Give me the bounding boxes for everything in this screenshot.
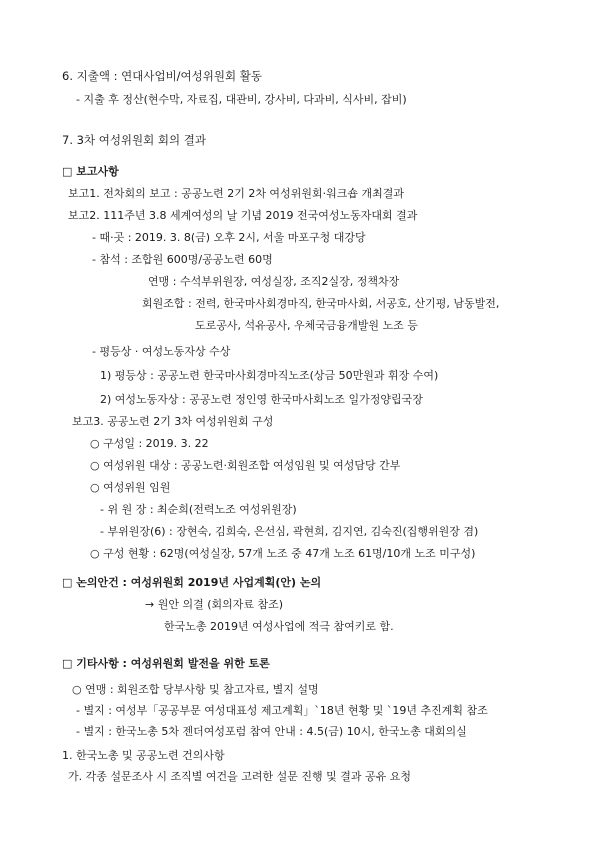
other-2: - 별지 : 여성부「공공부문 여성대표성 제고계획」`18년 현황 및 `19년 추진계획 참조 (76, 704, 488, 717)
report-2-when: - 때·곳 : 2019. 3. 8(금) 오후 2시, 서울 마포구청 대강당 (92, 231, 366, 244)
suggest-heading: 1. 한국노총 및 공공노련 건의사항 (62, 749, 225, 762)
report-3-chair: - 위 원 장 : 최순희(전력노조 여성위원장) (100, 503, 297, 516)
report-2-members-2: 도로공사, 석유공사, 우체국금융개발원 노조 등 (195, 319, 418, 332)
agenda-header: □ 논의안건 : 여성위원회 2019년 사업계획(안) 논의 (62, 576, 322, 589)
report-3-vice: - 부위원장(6) : 장현숙, 김희숙, 은선심, 곽현희, 김지연, 김숙진(집행위원장 겸) (100, 525, 479, 538)
report-3-target: ○ 여성위원 대상 : 공공노련·회원조합 여성임원 및 여성담당 간부 (90, 459, 401, 472)
report-3-date: ○ 구성일 : 2019. 3. 22 (90, 437, 209, 450)
report-2-award: - 평등상 · 여성노동자상 수상 (92, 345, 231, 358)
section-6-detail: - 지출 후 정산(현수막, 자료집, 대관비, 강사비, 다과비, 식사비, 잡비) (76, 93, 407, 106)
report-2-award-1: 1) 평등상 : 공공노련 한국마사회경마직노조(상금 50만원과 휘장 수여) (100, 369, 439, 382)
section-7-heading: 7. 3차 여성위원회 회의 결과 (62, 133, 206, 147)
section-6-heading: 6. 지출액 : 연대사업비/여성위원회 활동 (62, 69, 262, 83)
report-1: 보고1. 전차회의 보고 : 공공노련 2기 2차 여성위원회·워크숍 개최결과 (68, 187, 404, 200)
agenda-line-1: → 원안 의결 (회의자료 참조) (145, 598, 284, 611)
report-3: 보고3. 공공노련 2기 3차 여성위원회 구성 (72, 415, 274, 428)
report-3-status: ○ 구성 현황 : 62명(여성실장, 57개 노조 중 47개 노조 61명/10개 노조 미구성) (90, 547, 476, 560)
report-2: 보고2. 111주년 3.8 세계여성의 날 기념 2019 전국여성노동자대회 결과 (68, 209, 418, 222)
other-header: □ 기타사항 : 여성위원회 발전을 위한 토론 (62, 657, 270, 670)
report-2-alliance: 연맹 : 수석부위원장, 여성실장, 조직2실장, 정책차장 (148, 275, 400, 288)
agenda-line-2: 한국노총 2019년 여성사업에 적극 참여키로 함. (164, 620, 394, 633)
report-2-members-1: 회원조합 : 전력, 한국마사회경마직, 한국마사회, 서공호, 산기평, 남동발전, (142, 297, 500, 310)
other-3: - 별지 : 한국노총 5차 젠더여성포럼 참여 안내 : 4.5(금) 10시, 한국노총 대회의실 (76, 725, 467, 738)
other-1: ○ 연맹 : 회원조합 당부사항 및 참고자료, 별지 설명 (72, 683, 319, 696)
report-header: □ 보고사항 (62, 165, 119, 178)
report-2-award-2: 2) 여성노동자상 : 공공노련 정인영 한국마사회노조 일가정양립국장 (100, 393, 423, 406)
report-3-officers: ○ 여성위원 임원 (90, 481, 171, 494)
suggest-item: 가. 각종 설문조사 시 조직별 여건을 고려한 설문 진행 및 결과 공유 요청 (68, 770, 411, 783)
report-2-attend: - 참석 : 조합원 600명/공공노련 60명 (92, 253, 273, 266)
